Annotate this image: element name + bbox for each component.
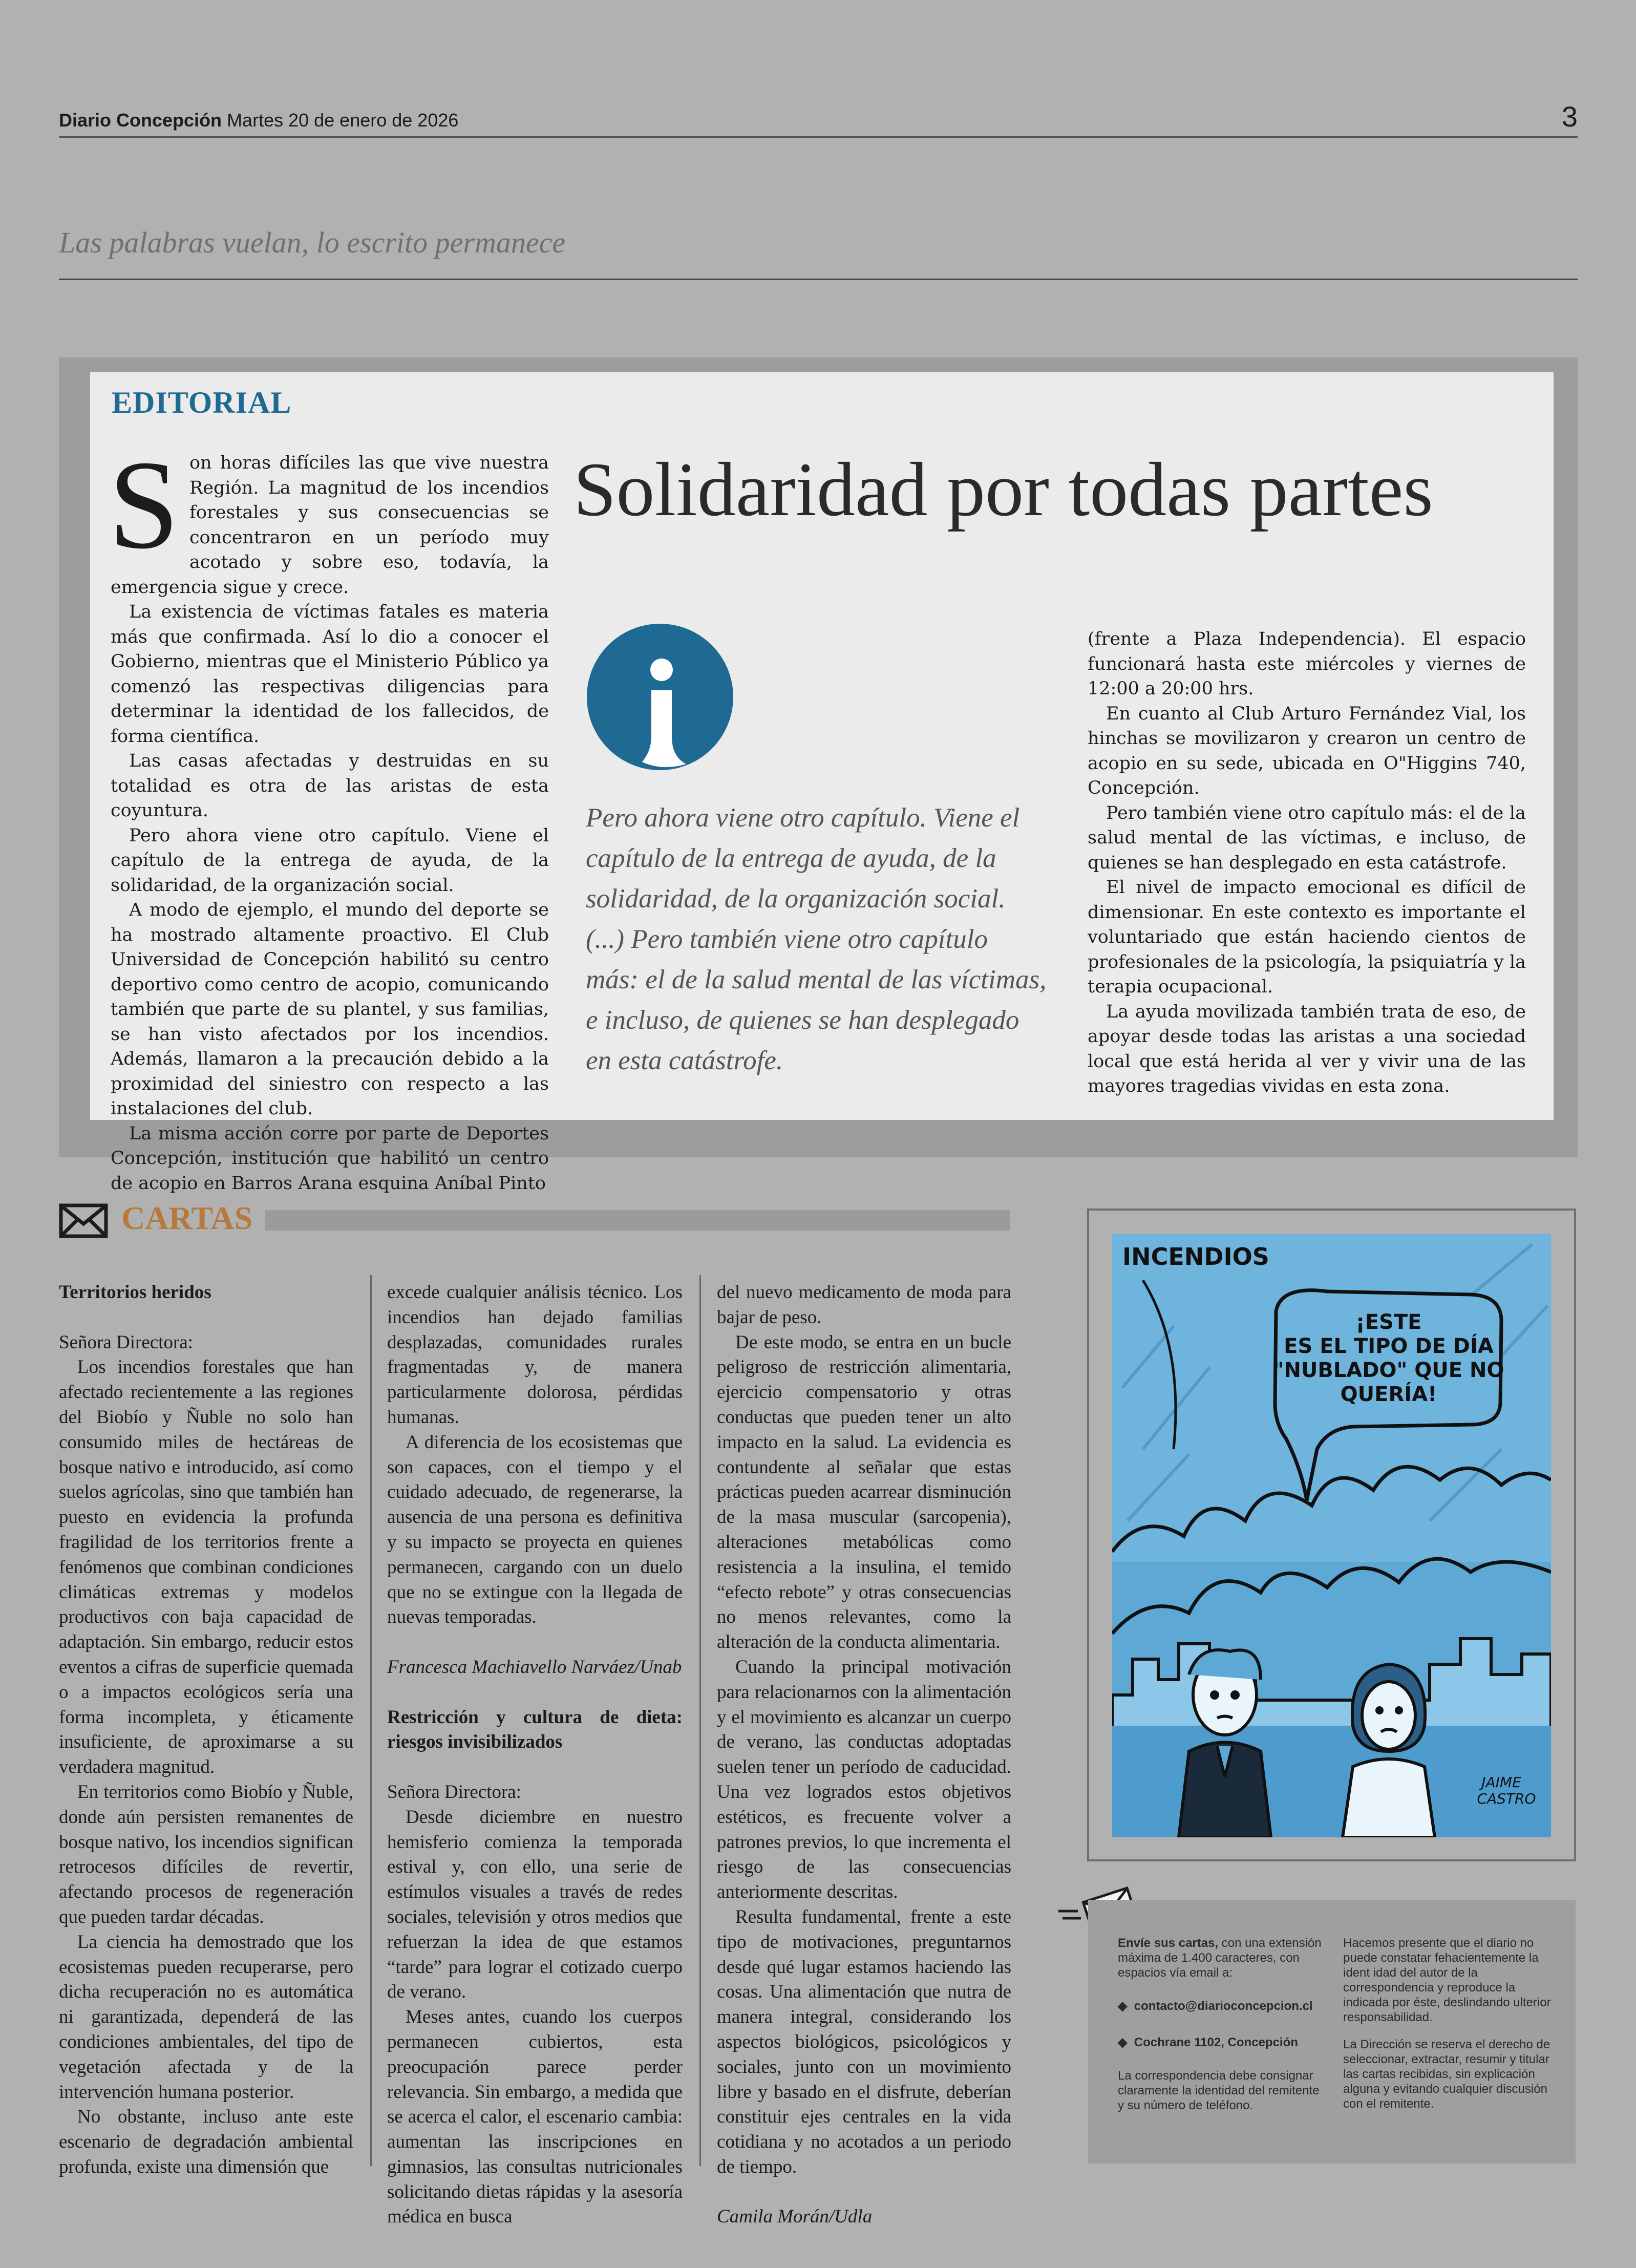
cartas-title-bar — [265, 1210, 1010, 1231]
letter-paragraph: Los incendios forestales que han afectado recientemente a las regiones del Biobío y Ñuble no solo han consumido miles de hectáreas de bosque nativo e introducido, así como suelos agrícolas, sino que también han puesto en evidencia la profunda fragilidad de los territorios frente a fenómenos que combinan condiciones climáticas extremas y modelos productivos con baja capacidad de adaptación. Sin embargo, reducir estos eventos a cifras de superficie quemada o a impactos ecológicos sería una forma incompleta, y éticamente insuficiente, de aproximarse a su verdadera magnitud. — [59, 1356, 353, 1778]
editorial-paragraph: (frente a Plaza Independencia). El espacio funcionará hasta este miércoles y viernes de 12:00 a 20:00 hrs. — [1088, 629, 1526, 699]
editorial-paragraph: on horas difíciles las que vive nuestra Región. La magnitud de los incendios forestales y sus consecuencias se concentraron en un período muy acotado y sobre eso, todavía, la emergencia sigue y crece. — [111, 453, 549, 598]
editorial-paragraph: Pero también viene otro capítulo más: el de la salud mental de las víctimas, e incluso, de quienes se han desplegado en esta catástrofe. — [1088, 802, 1526, 873]
letter-paragraph: En territorios como Biobío y Ñuble, donde aún persisten remanentes de bosque nativo, los incendios significan retrocesos difíciles de revertir, afectando procesos de regeneración que pueden tardar décadas. — [59, 1781, 353, 1927]
cartoon-signature: CASTRO — [1477, 1790, 1536, 1807]
cartas-label: CARTAS — [121, 1200, 253, 1236]
letter-title: Restricción y cultura de dieta: riesgos invisibilizados — [387, 1706, 683, 1753]
motto-text: Las palabras vuelan, lo escrito permanece — [59, 226, 566, 259]
letter-salutation: Señora Directora: — [387, 1781, 521, 1803]
publication-date: Martes 20 de enero de 2026 — [227, 110, 459, 131]
note-left: La correspondencia debe consignar claramente la identidad del remitente y su número de teléfono. — [1118, 2069, 1320, 2112]
cartoon-illustration — [1112, 1234, 1551, 1837]
cartoon-speech-line: "NUBLADO" QUE NO — [1273, 1359, 1504, 1382]
editorial-paragraph: En cuanto al Club Arturo Fernández Vial, los hinchas se movilizaron y crearon un centro de acopio en su sede, ubicada en O"Higgins 740, Concepción. — [1088, 703, 1526, 798]
letter-paragraph: De este modo, se entra en un bucle peligroso de restricción alimentaria, ejercicio compensatorio y otras conductas que pueden tener un alto impacto en la salud. La evidencia es contundente al señalar que estas prácticas pueden acarrear disminución de la masa muscular (sarcopenia), alteraciones metabólicas como resistencia a la insulina, el temido “efecto rebote” y otras consecuencias no menos relevantes, como la alteración de la conducta alimentaria. — [717, 1331, 1011, 1653]
letter-signature: Camila Morán/Udla — [717, 2206, 873, 2228]
send-text: con una extensión máxima de 1.400 caracteres, con espacios vía email a: — [1118, 1936, 1322, 1980]
letter-paragraph: Cuando la principal motivación para relacionarnos con la alimentación y el movimiento es alcanzar un cuerpo de verano, las conductas adoptadas suelen tener un período de caducidad. Una vez logrados estos objetivos estéticos, es frecuente volver a patrones previos, lo que incrementa el riesgo de las consecuencias anteriormente descritas. — [717, 1656, 1011, 1903]
editorial-paragraph: La misma acción corre por parte de Deportes Concepción, institución que habilitó un centro de acopio en Barros Arana esquina Aníbal Pinto — [111, 1123, 549, 1194]
info-right — [1343, 1936, 1553, 2111]
email-address[interactable]: contacto@diarioconcepcion.cl — [1134, 1999, 1313, 2013]
letter-title: Territorios heridos — [59, 1282, 211, 1303]
note-right-2: La Dirección se reserva el derecho de seleccionar, extractar, resumir y titular las cartas recibidas, sin explicación alguna y evitando cualquier discusión con el remitente. — [1343, 2038, 1550, 2111]
note-right-1: Hacemos presente que el diario no puede constatar fehacientemente la ident idad del autor de la correspondencia y reproduce la indicada por éste, deslindando ulterior responsabilidad. — [1343, 1936, 1551, 2024]
publication-name: Diario Concepción — [59, 110, 222, 131]
letter-paragraph: Resulta fundamental, frente a este tipo de motivaciones, preguntarnos desde qué lugar estamos haciendo las cosas. Una alimentación que nutra de manera integral, considerando los aspectos biológicos, psicológicos y sociales, junto con un movimiento libre y basado en el disfrute, deberían constituir ejes centrales en la vida cotidiana y no acotados a un periodo de tiempo. — [717, 1906, 1011, 2177]
letter-signature: Francesca Machiavello Narváez/Unab — [387, 1656, 682, 1678]
address-line: ◆ Cochrane 1102, Concepción — [1118, 2036, 1298, 2049]
editorial-column-3 — [1088, 627, 1526, 1099]
envelope-icon — [59, 1203, 108, 1238]
letters-column-3 — [717, 1280, 1011, 2230]
cartoon-title: INCENDIOS — [1122, 1243, 1269, 1270]
page-number: 3 — [1561, 100, 1578, 133]
editorial-paragraph: La existencia de víctimas fatales es materia más que confirmada. Así lo dio a conocer el Gobierno, mientras que el Ministerio Público ya comenzó las respectivas diligencias para determinar la identidad de los fallecidos, de forma científica. — [111, 602, 549, 747]
postal-address: Cochrane 1102, Concepción — [1134, 2036, 1298, 2049]
letter-paragraph: del nuevo medicamento de moda para bajar de peso. — [717, 1282, 1011, 1328]
letters-column-2 — [387, 1280, 683, 2230]
letter-paragraph: excede cualquier análisis técnico. Los incendios han dejado familias desplazadas, comunidades rurales fragmentadas y, de manera particularmente dolorosa, pérdidas humanas. — [387, 1282, 683, 1428]
letters-column-1 — [59, 1280, 353, 2180]
letter-paragraph: A diferencia de los ecosistemas que son capaces, con el tiempo y el cuidado adecuado, de regenerarse, la ausencia de una persona es definitiva y su impacto se proyecta en quienes permanecen, cargando con un duelo que no se extingue con la llegada de nuevas temporadas. — [387, 1431, 683, 1628]
editorial-label: EDITORIAL — [112, 386, 292, 419]
send-bold: Envíe sus cartas, — [1118, 1936, 1219, 1950]
drop-cap: S — [109, 434, 179, 575]
letter-paragraph: Meses antes, cuando los cuerpos permanecen cubiertos, esta preocupación parece perder relevancia. Sin embargo, a medida que se acerca el calor, el escenario cambia: aumentan las inscripciones en gimnasios, las consultas nutricionales solicitando dietas rápidas y la asesoría médica en busca — [387, 2006, 683, 2228]
letter-paragraph: No obstante, incluso ante este escenario de degradación ambiental profunda, existe una dimensión que — [59, 2106, 353, 2177]
cartoon-speech-line: ES EL TIPO DE DÍA — [1284, 1334, 1494, 1358]
editorial-paragraph: Las casas afectadas y destruidas en su totalidad es otra de las aristas de esta coyuntura. — [111, 751, 549, 821]
cartoon-signature: JAIME — [1481, 1774, 1521, 1791]
editorial-pullquote: Pero ahora viene otro capítulo. Viene el capítulo de la entrega de ayuda, de la solidaridad, de la organización social. (...) Pero también viene otro capítulo más: el de la salud mental de las víctimas, e incluso, de quienes se han desplegado en esta catástrofe. — [586, 803, 1047, 1075]
email-line: ◆ contacto@diarioconcepcion.cl — [1118, 1999, 1313, 2013]
column-divider — [699, 1275, 701, 2166]
cartoon-speech-line: QUERÍA! — [1340, 1383, 1437, 1406]
cartoon-speech-line: ¡ESTE — [1355, 1310, 1422, 1334]
editorial-column-1 — [109, 434, 549, 1196]
column-divider — [370, 1275, 372, 2166]
editorial-paragraph: El nivel de impacto emocional es difícil de dimensionar. En este contexto es importante el voluntariado que están haciendo cientos de profesionales de la psicología, la psiquiatría y la terapia ocupacional. — [1088, 877, 1526, 997]
letter-salutation: Señora Directora: — [59, 1331, 193, 1353]
editorial-paragraph: Pero ahora viene otro capítulo. Viene el capítulo de la entrega de ayuda, de la solidaridad, de la organización social. — [111, 825, 549, 896]
motto — [59, 225, 1578, 280]
editorial-paragraph: A modo de ejemplo, el mundo del deporte se ha mostrado altamente proactivo. El Club Universidad de Concepción habilitó su centro deportivo como centro de acopio, comunicando también que parte de su plantel, y sus familias, se han visto afectados por los incendios. Además, llamaron a la precaución debido a la proximidad del siniestro con respecto a las instalaciones del club. — [111, 900, 549, 1119]
editorial-paragraph: La ayuda movilizada también trata de eso, de apoyar desde todas las aristas a una sociedad local que está herida al ver y vivir una de las mayores tragedias vividas en esta zona. — [1088, 1001, 1526, 1096]
publication-line — [59, 110, 458, 131]
letter-paragraph: Desde diciembre en nuestro hemisferio comienza la temporada estival y, con ello, una serie de estímulos visuales a través de redes sociales, televisión y otros medios que refuerzan la idea de que estamos “tarde” para lograr el cotizado cuerpo de verano. — [387, 1806, 683, 2003]
info-icon — [586, 623, 734, 771]
letter-paragraph: La ciencia ha demostrado que los ecosistemas pueden recuperarse, pero dicha recuperación no es automática ni garantizada, dependerá de las condiciones ambientales, del tipo de vegetación afectada y de la intervención humana posterior. — [59, 1931, 353, 2103]
info-left — [1118, 1936, 1328, 2113]
send-instructions — [1118, 1936, 1328, 1980]
page-header — [59, 100, 1578, 138]
editorial-title: Solidaridad por todas partes — [573, 447, 1433, 532]
